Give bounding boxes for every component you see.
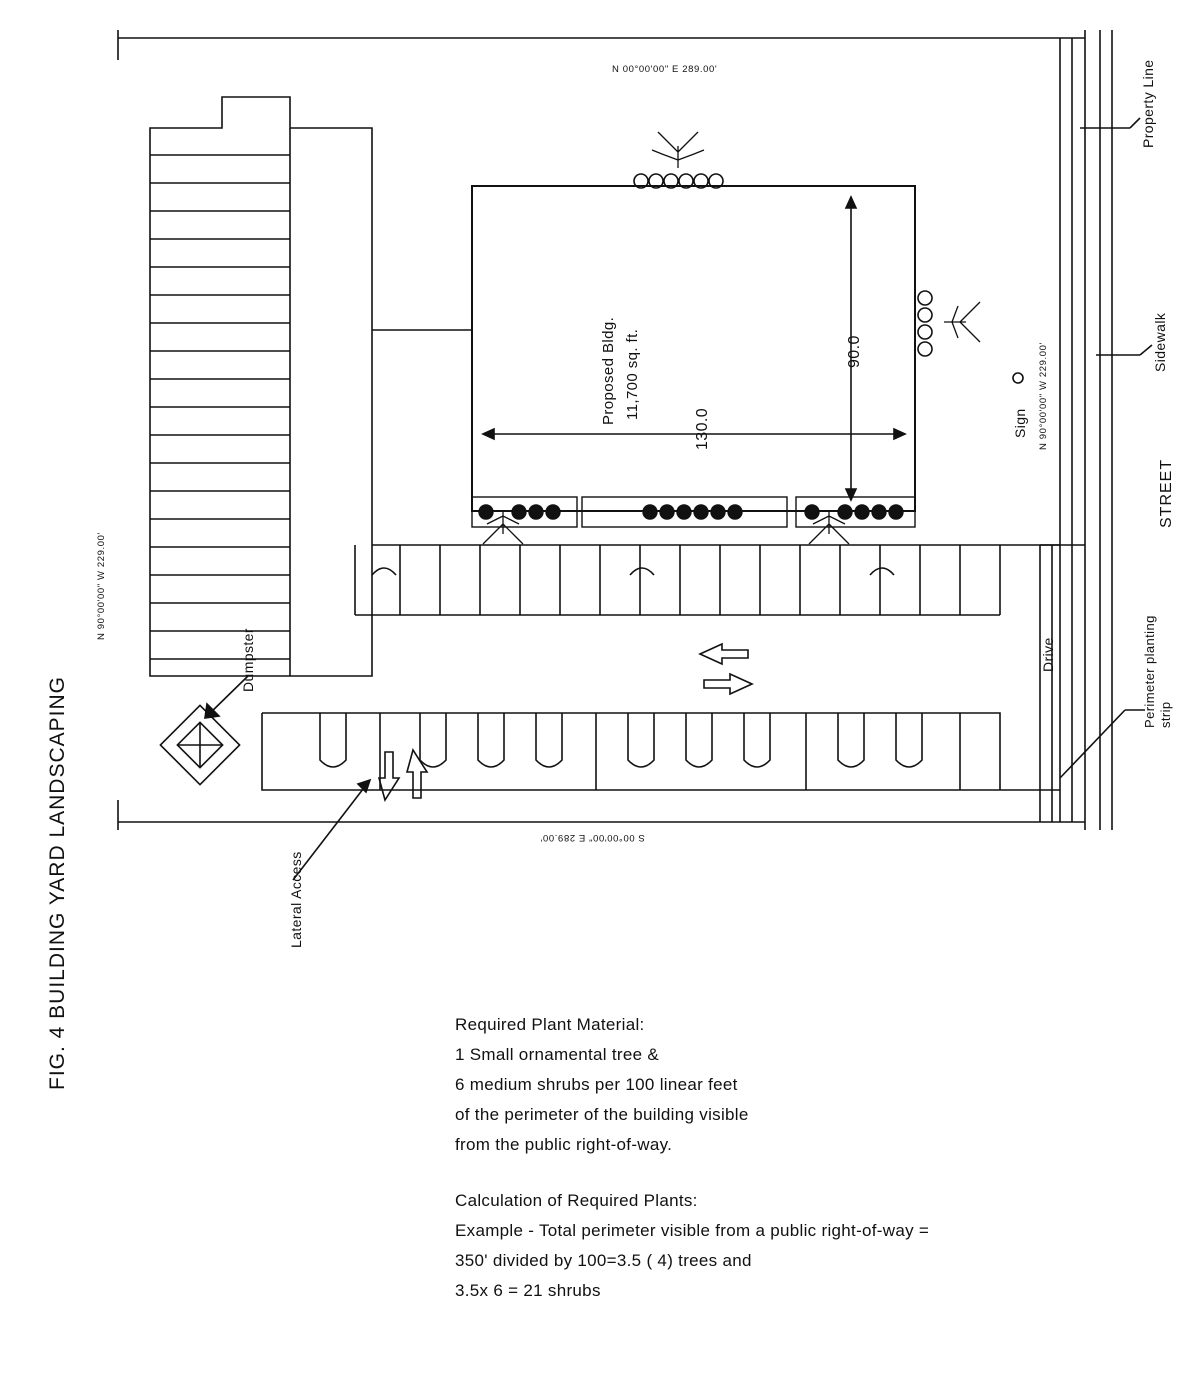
planting-symbols (472, 132, 980, 544)
perimeter-strip-label-1: Perimeter planting (1142, 615, 1157, 728)
bearing-left: N 90°00'00" W 229.00' (96, 532, 107, 640)
bearing-top: N 00°00'00" E 289.00' (612, 64, 718, 75)
lateral-access-label: Lateral Access (288, 851, 304, 948)
building-dim-height: 90.0 (846, 335, 863, 368)
sidewalk-label: Sidewalk (1152, 312, 1168, 372)
notes-line-1: 1 Small ornamental tree & (455, 1045, 660, 1064)
notes-line-3: of the perimeter of the building visible (455, 1105, 749, 1124)
property-line-label: Property Line (1140, 59, 1156, 148)
sign-label: Sign (1012, 408, 1028, 438)
building-name: Proposed Bldg. (600, 316, 617, 425)
perimeter-strip-label-2: strip (1158, 701, 1173, 728)
street-label: STREET (1158, 458, 1175, 528)
figure-title: FIG. 4 BUILDING YARD LANDSCAPING (46, 676, 69, 1090)
notes-heading-2: Calculation of Required Plants: (455, 1191, 698, 1210)
notes-heading-1: Required Plant Material: (455, 1015, 645, 1034)
building-area: 11,700 sq. ft. (624, 328, 641, 420)
drive-label: Drive (1040, 637, 1056, 672)
building-dim-width: 130.0 (694, 407, 711, 450)
dumpster-label: Dumpster (240, 628, 256, 692)
bearing-bottom: S 00°00'00" E 289.00' (540, 832, 645, 843)
notes-calc-line-1: Example - Total perimeter visible from a public right-of-way = (455, 1221, 930, 1240)
notes-line-4: from the public right-of-way. (455, 1135, 673, 1154)
bearing-right: N 90°00'00" W 229.00' (1038, 342, 1049, 450)
notes-block (455, 1010, 929, 1306)
notes-calc-line-3: 3.5x 6 = 21 shrubs (455, 1281, 601, 1300)
notes-calc-line-2: 350' divided by 100=3.5 ( 4) trees and (455, 1251, 752, 1270)
notes-line-2: 6 medium shrubs per 100 linear feet (455, 1075, 738, 1094)
